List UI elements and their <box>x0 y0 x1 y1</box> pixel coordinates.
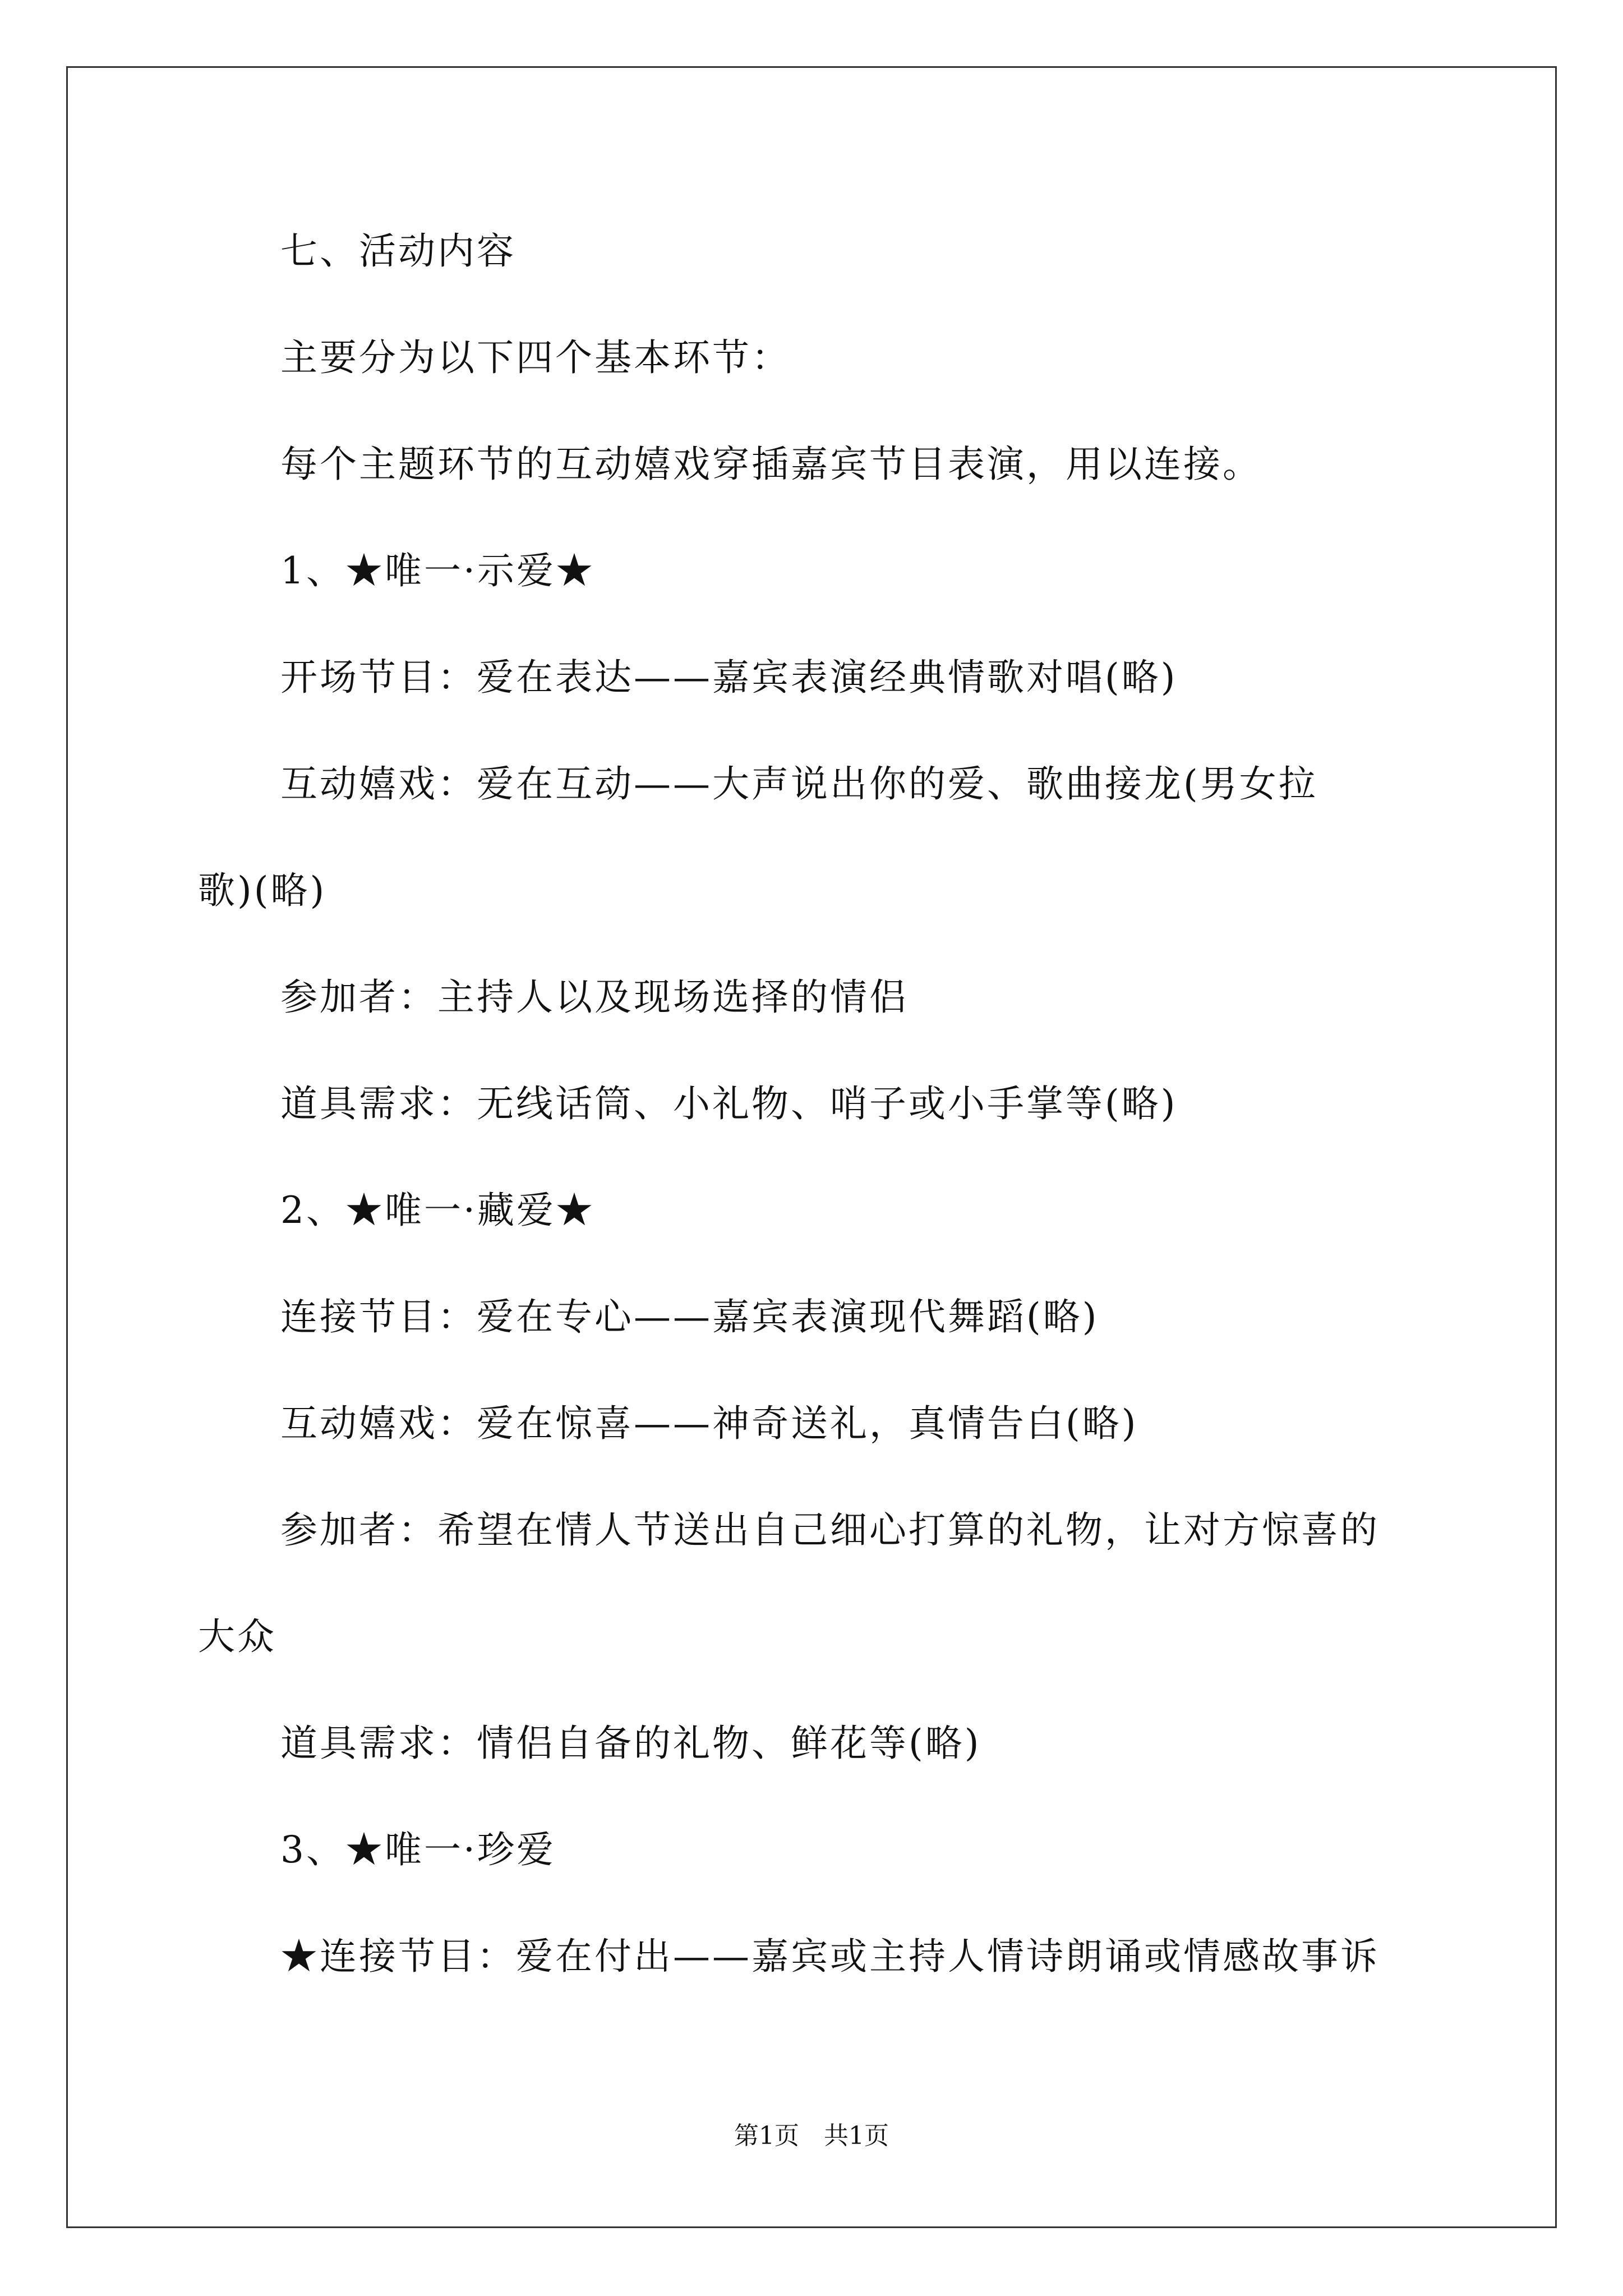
paragraph: ★连接节目：爱在付出——嘉宾或主持人情诗朗诵或情感故事诉 <box>280 1935 1380 1978</box>
subsection-heading: 1、★唯一·示爱★ <box>280 549 595 592</box>
paragraph-continuation: 歌)(略) <box>198 869 327 912</box>
paragraph: 连接节目：爱在专心——嘉宾表演现代舞蹈(略) <box>280 1295 1099 1338</box>
paragraph: 参加者：希望在情人节送出自己细心打算的礼物，让对方惊喜的 <box>280 1508 1380 1552</box>
subsection-heading: 3、★唯一·珍爱 <box>280 1828 556 1871</box>
paragraph: 每个主题环节的互动嬉戏穿插嘉宾节目表演，用以连接。 <box>280 443 1262 486</box>
page-border <box>66 66 1557 2228</box>
paragraph: 道具需求：情侣自备的礼物、鲜花等(略) <box>280 1722 981 1765</box>
paragraph: 互动嬉戏：爱在互动——大声说出你的爱、歌曲接龙(男女拉 <box>280 762 1318 806</box>
paragraph: 道具需求：无线话筒、小礼物、哨子或小手掌等(略) <box>280 1082 1178 1125</box>
section-heading: 七、活动内容 <box>280 229 516 273</box>
page-footer: 第1页 共1页 <box>734 2122 889 2150</box>
paragraph-continuation: 大众 <box>198 1615 276 1658</box>
subsection-heading: 2、★唯一·藏爱★ <box>280 1189 595 1232</box>
paragraph: 参加者：主持人以及现场选择的情侣 <box>280 976 909 1019</box>
paragraph: 开场节目：爱在表达——嘉宾表演经典情歌对唱(略) <box>280 656 1178 699</box>
paragraph: 互动嬉戏：爱在惊喜——神奇送礼，真情告白(略) <box>280 1402 1138 1445</box>
paragraph: 主要分为以下四个基本环节： <box>280 336 791 379</box>
